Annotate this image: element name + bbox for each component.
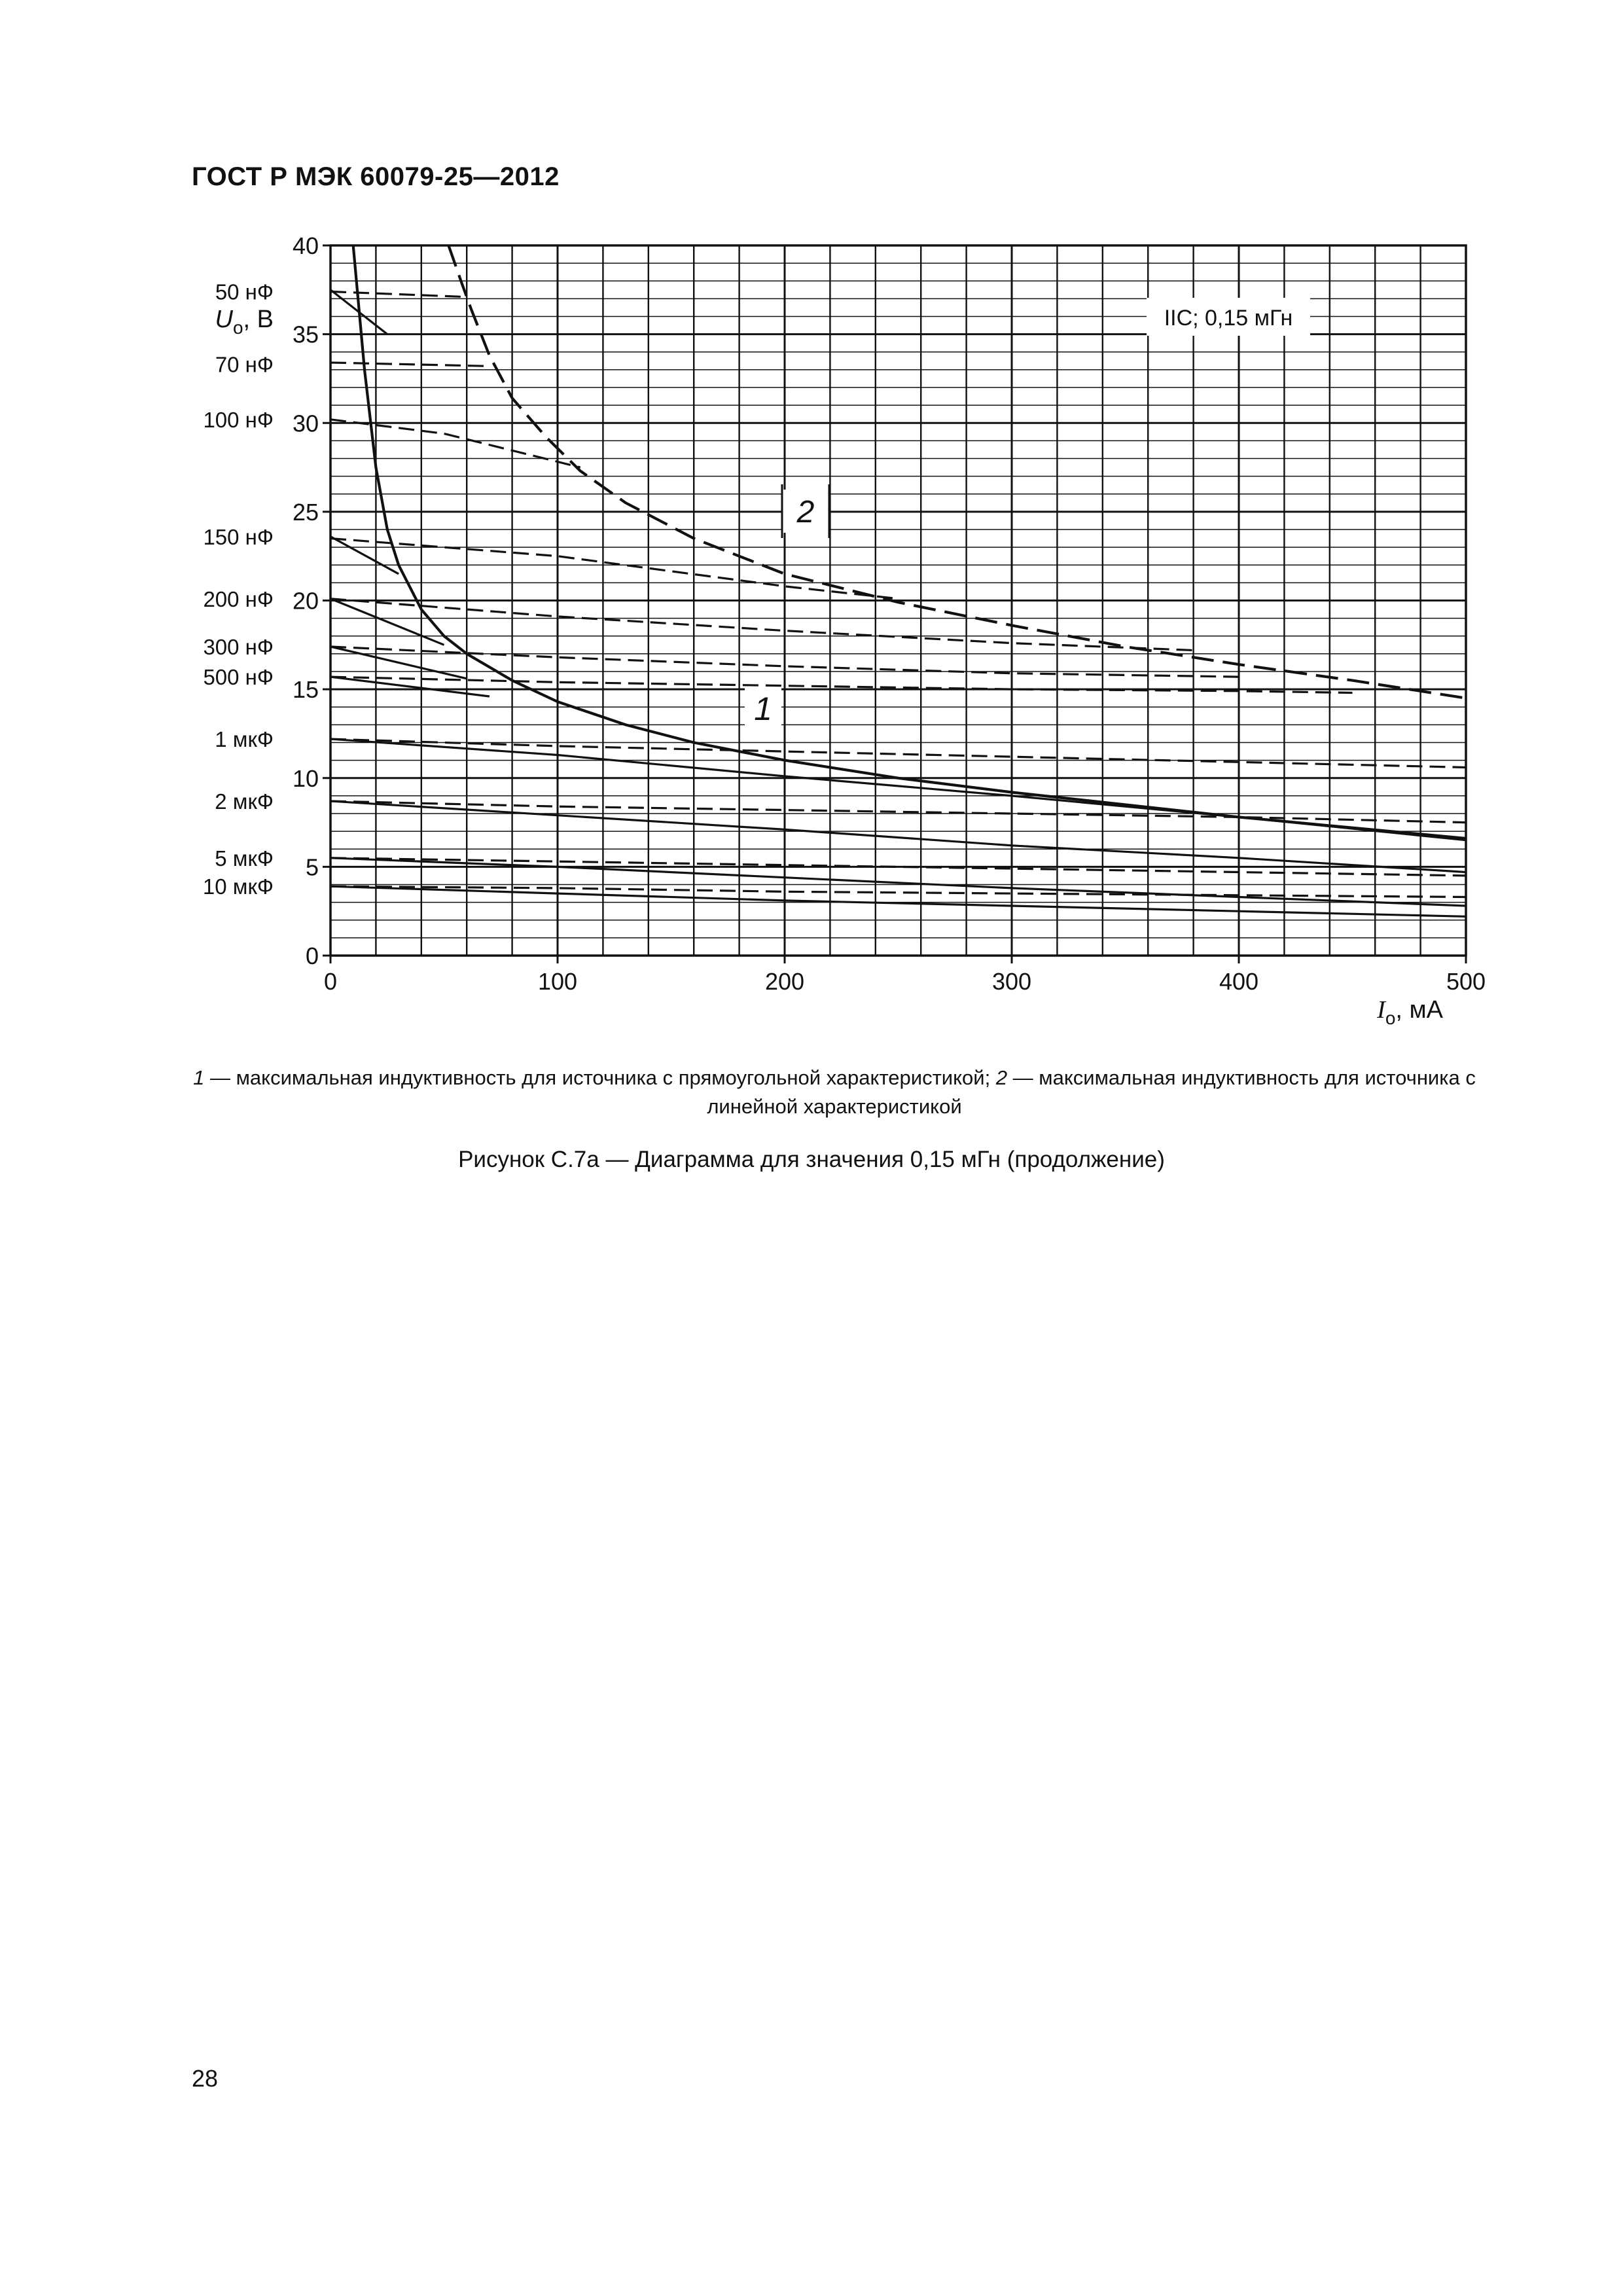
capacitance-label: 50 нФ: [215, 279, 274, 304]
series-line: [330, 677, 490, 696]
x-tick-label: 100: [537, 968, 578, 995]
capacitance-label: 100 нФ: [203, 407, 274, 432]
y-tick-label: 25: [292, 498, 319, 526]
y-tick-label: 15: [292, 676, 319, 704]
y-tick-label: 40: [292, 232, 319, 259]
series-line: [330, 677, 1353, 692]
legend-item2-text: — максимальная индуктивность для источника с линейной характеристикой: [707, 1066, 1476, 1118]
x-tick-label: 200: [764, 968, 805, 995]
x-tick-label: 300: [991, 968, 1032, 995]
curves: [330, 245, 1466, 916]
capacitance-label: 70 нФ: [215, 352, 274, 377]
y-tick-label: 0: [305, 942, 319, 969]
nomogram-chart: [0, 0, 1623, 1060]
series-line: [330, 739, 1466, 767]
capacitance-label: 2 мкФ: [215, 789, 274, 814]
series-line: [330, 420, 580, 467]
series-line: [330, 292, 467, 297]
y-tick-label: 10: [292, 764, 319, 792]
curve-label-2: 2: [796, 495, 815, 529]
series-line: [330, 599, 1194, 651]
capacitance-label: 5 мкФ: [215, 846, 274, 870]
series-line: [330, 886, 1466, 916]
legend-item2-number: 2: [995, 1066, 1008, 1089]
series-line: [330, 739, 1466, 840]
y-tick-label: 20: [292, 587, 319, 615]
curve-label-1: 1: [754, 691, 772, 727]
series-line: [448, 245, 1466, 698]
capacitance-label: 1 мкФ: [215, 727, 274, 752]
legend-item1-text: — максимальная индуктивность для источника с прямоугольной характеристикой;: [204, 1066, 996, 1089]
page-number: 28: [192, 2065, 219, 2092]
capacitance-label: 150 нФ: [203, 524, 274, 549]
inset-label: IIC; 0,15 мГн: [1164, 306, 1293, 331]
x-tick-label: 400: [1219, 968, 1259, 995]
document-code: ГОСТ Р МЭК 60079-25—2012: [192, 162, 560, 191]
figure-legend: [183, 1064, 1486, 1121]
capacitance-label: 200 нФ: [203, 586, 274, 611]
y-axis-label: $U_o$, В: [215, 306, 274, 338]
y-tick-label: 5: [305, 853, 319, 881]
legend-item1-number: 1: [193, 1066, 205, 1089]
y-tick-label: 30: [292, 410, 319, 437]
series-line: [330, 858, 1466, 906]
x-tick-label: 500: [1446, 968, 1486, 995]
figure-caption: Рисунок С.7а — Диаграмма для значения 0,15 мГн (продолжение): [458, 1147, 1165, 1172]
capacitance-label: 10 мкФ: [202, 874, 274, 899]
x-axis-label: $I_o$, мА: [1377, 996, 1443, 1028]
x-tick-label: 0: [323, 968, 338, 995]
capacitance-label: 300 нФ: [203, 635, 274, 660]
y-tick-label: 35: [292, 321, 319, 348]
axis-ticks: [293, 232, 1486, 995]
series-line: [330, 363, 490, 366]
capacitance-label: 500 нФ: [203, 665, 274, 690]
